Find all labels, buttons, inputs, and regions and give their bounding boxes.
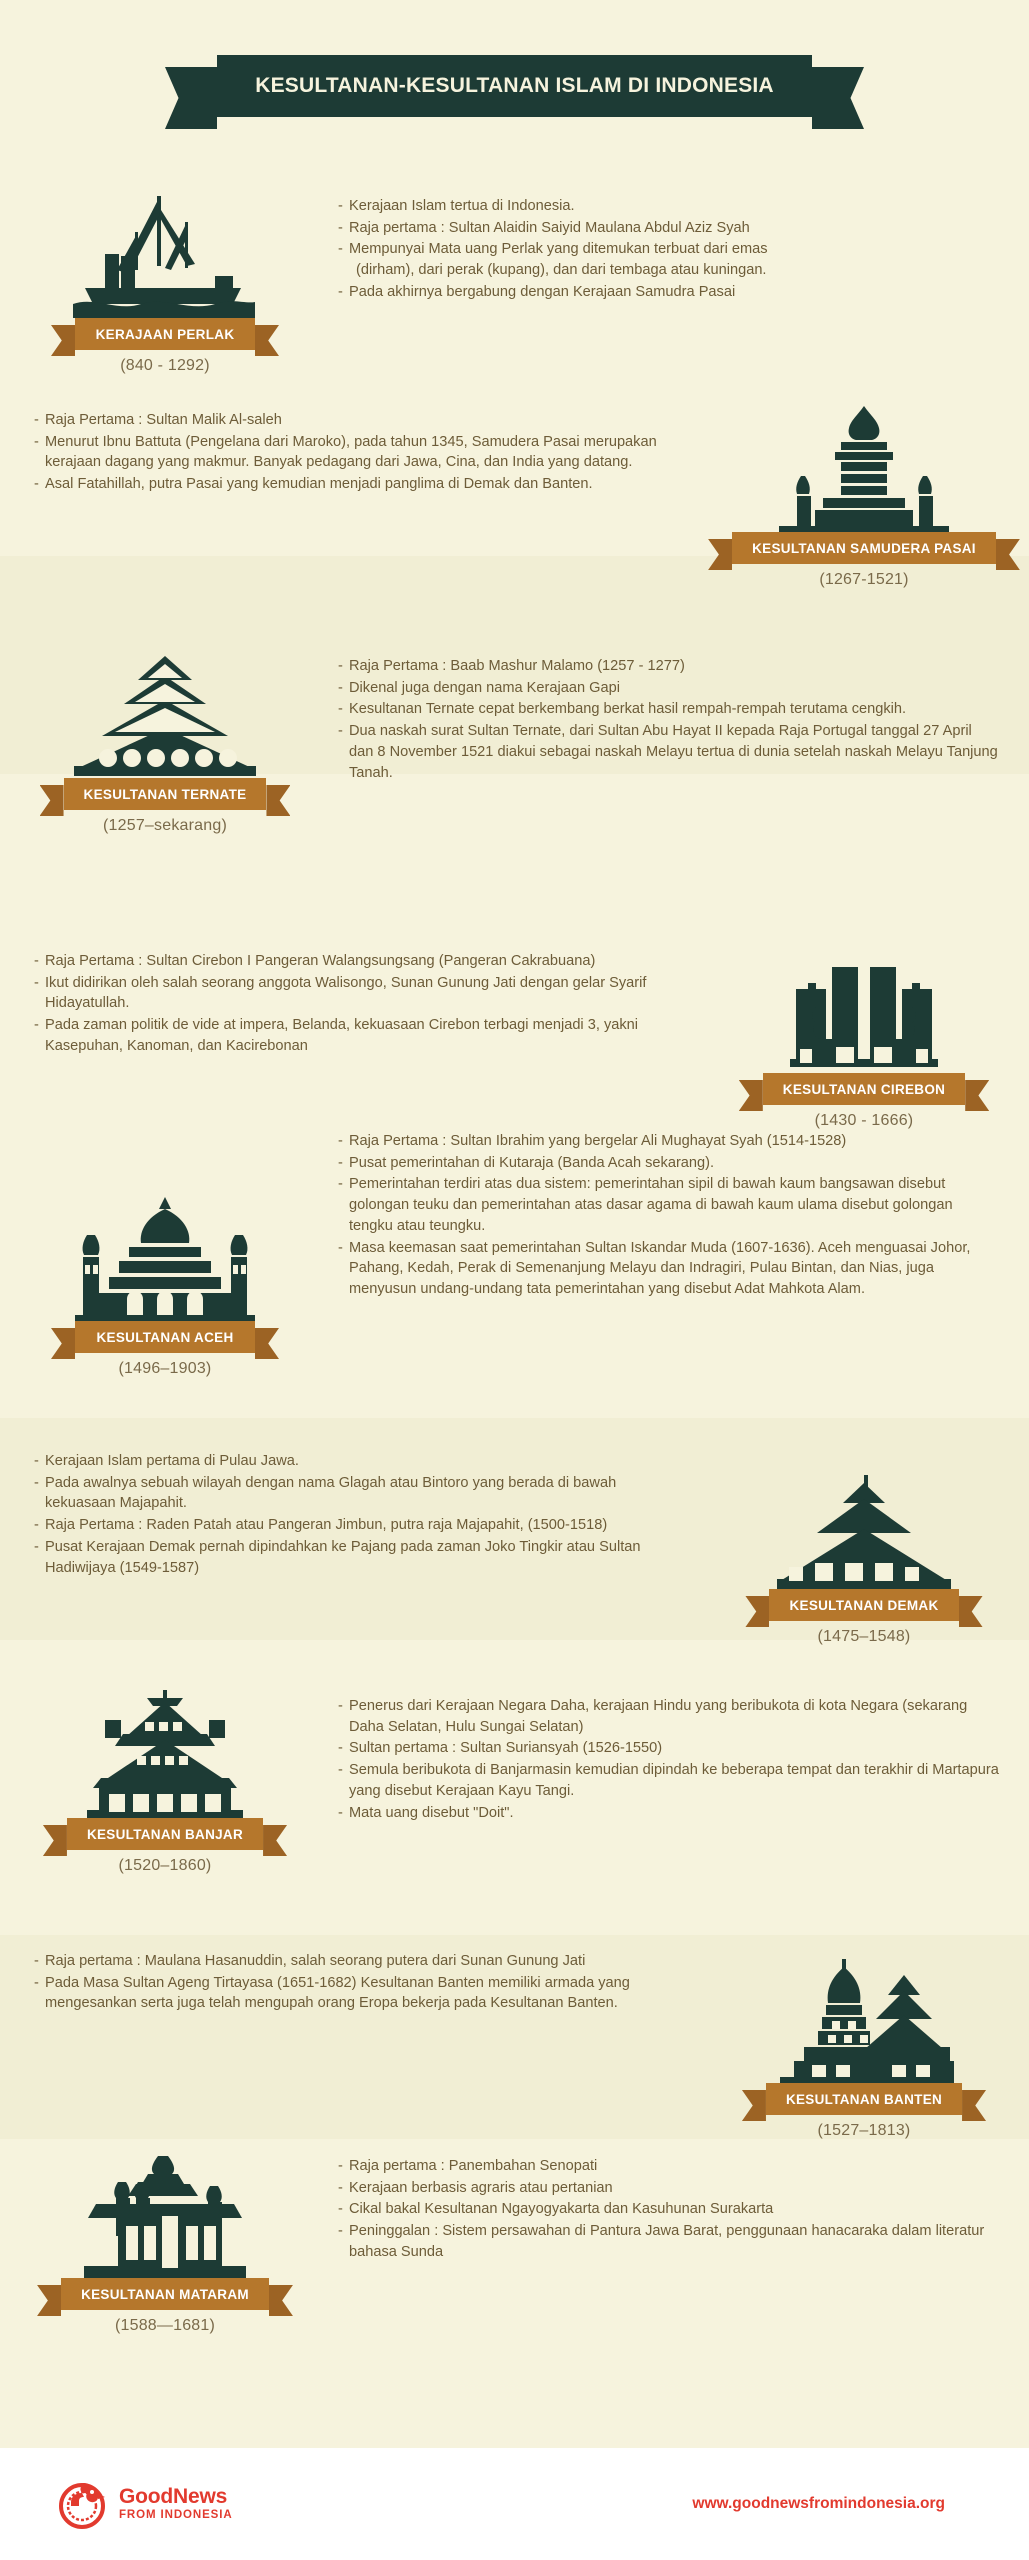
banten-tower-icon [754,1955,974,2087]
fact-item: - Pemerintahan terdiri atas dua sistem: pemerintahan sipil di bawah kaum bangsawan disebut golongan teuku dan pemerintahan atas dasar agama di bawah kaum ulama disebut golongan tengku atau teungku. [338,1174,999,1236]
brand-logo[interactable] [56,2478,233,2530]
emblem-column-samudera-pasai [699,404,1029,589]
facts-list [34,1451,689,1578]
facts-list [34,1951,689,2014]
facts-list [34,410,689,495]
brand-tagline: FROM INDONESIA [119,2509,233,2522]
fact-item: - Semula beribukota di Banjarmasin kemudian dipindah ke beberapa tempat dan terakhir di Martapura yang disebut Kerajaan Kayu Tangi. [338,1760,999,1801]
kingdom-label: KESULTANAN BANJAR [86,1826,244,1842]
banner-tail-left-icon [37,2285,61,2316]
facts-list [338,656,999,783]
banner-tail-left-icon [708,539,732,570]
fact-item: - Raja pertama : Panembahan Senopati [338,2156,999,2177]
banner-tail-left-icon [51,325,75,356]
banjar-palace-icon [55,1690,275,1822]
section-perlak [0,190,1029,375]
section-banten [0,1945,1029,2140]
tiered-mosque-icon [55,650,275,782]
label-banner-demak [769,1589,958,1621]
facts-list [338,1696,999,1823]
fact-item: - Kesultanan Ternate cepat berkembang berkat hasil rempah-rempah terutama cengkih. [338,699,999,720]
kingdom-years: (1588—1681) [114,2317,216,2334]
fact-item: - Raja pertama : Maulana Hasanuddin, salah seorang putera dari Sunan Gunung Jati [34,1951,689,1972]
fact-item: - Sultan pertama : Sultan Suriansyah (1526-1550) [338,1738,999,1759]
fact-item: - Pada akhirnya bergabung dengan Kerajaan Samudra Pasai [338,282,999,303]
emblem-column-banten [699,1945,1029,2140]
banner-tail-left-icon [40,785,64,816]
kingdom-label: KESULTANAN MATARAM [81,2286,249,2302]
section-demak [0,1445,1029,1646]
facts-column-aceh [330,1125,1029,1301]
facts-column-demak [0,1445,699,1579]
page-title: KESULTANAN-KESULTANAN ISLAM DI INDONESIA [255,74,774,97]
facts-column-mataram [330,2150,1029,2264]
banner-tail-right-icon [996,539,1020,570]
facts-column-perlak [330,190,1029,304]
banner-tail-left-icon [43,1825,67,1856]
section-aceh [0,1125,1029,1378]
label-banner-banjar [67,1818,263,1850]
emblem-column-banjar [0,1690,330,1875]
facts-list [338,1131,999,1300]
kingdom-label: KESULTANAN DEMAK [789,1597,939,1613]
kingdom-label: KESULTANAN TERNATE [83,786,247,802]
fact-item: - Masa keemasan saat pemerintahan Sultan Iskandar Muda (1607-1636). Aceh menguasai Johor, Pahang, Kedah, Perak di Semenanjung Melayu dan Indragiri, Pulau Bintan, dan Nias, juga menyusun undang-undang tata pemerintahan yang disebut Adat Mahkota Alam. [338,1238,999,1300]
label-banner-ternate [64,778,267,810]
footer [0,2448,1029,2560]
fact-item: - Dikenal juga dengan nama Kerajaan Gapi [338,678,999,699]
kingdom-years: (1257–sekarang) [103,817,227,834]
label-banner-aceh [75,1321,255,1353]
fact-item: - Kerajaan berbasis agraris atau pertanian [338,2178,999,2199]
kingdom-years: (1475–1548) [817,1628,911,1645]
fact-item: - Raja Pertama : Sultan Ibrahim yang bergelar Ali Mughayat Syah (1514-1528) [338,1131,999,1152]
facts-list [338,2156,999,2263]
fact-item: - Ikut didirikan oleh salah seorang anggota Walisongo, Sunan Gunung Jati dengan gelar Syarif Hidayatullah. [34,973,689,1014]
kingdom-years: (1527–1813) [817,2122,911,2139]
fact-item: - Penerus dari Kerajaan Negara Daha, kerajaan Hindu yang beribukota di kota Negara (sekarang Daha Selatan, Hulu Sungai Selatan) [338,1696,999,1737]
fact-item: - Pusat pemerintahan di Kutaraja (Banda Acah sekarang). [338,1153,999,1174]
fact-item: - Raja Pertama : Baab Mashur Malamo (1257 - 1277) [338,656,999,677]
facts-column-samudera-pasai [0,404,699,496]
banner-tail-right-icon [255,325,279,356]
banner-tail-right-icon [959,1596,983,1627]
kingdom-label: KESULTANAN SAMUDERA PASAI [752,540,976,556]
banner-tail-right-icon [263,1825,287,1856]
banner-tail-right-icon [965,1080,989,1111]
header-ribbon [217,55,812,117]
kingdom-years: (840 - 1292) [120,357,210,374]
kingdom-years: (1430 - 1666) [814,1112,914,1129]
mataram-gate-icon [55,2150,275,2282]
emblem-column-perlak [0,190,330,375]
fact-item: - Raja Pertama : Raden Patah atau Pangeran Jimbun, putra raja Majapahit, (1500-1518) [34,1515,689,1536]
label-banner-samudera-pasai [732,532,996,564]
website-url[interactable]: www.goodnewsfromindonesia.org [692,2495,945,2512]
kingdom-years: (1267-1521) [819,571,909,588]
fact-item: - Peninggalan : Sistem persawahan di Pantura Jawa Barat, penggunaan hanacaraka dalam literatur bahasa Sunda [338,2221,999,2262]
split-gate-icon [754,945,974,1077]
emblem-column-ternate [0,650,330,835]
section-mataram [0,2150,1029,2335]
fact-item: - Raja Pertama : Sultan Malik Al-saleh [34,410,689,431]
fact-item: - Raja Pertama : Sultan Cirebon I Pangeran Walangsungsang (Pangeran Cakrabuana) [34,951,689,972]
facts-list [34,951,689,1057]
section-samudera-pasai [0,404,1029,589]
fact-item: - Pusat Kerajaan Demak pernah dipindahkan ke Pajang pada zaman Joko Tingkir atau Sultan Hadiwijaya (1549-1587) [34,1537,689,1578]
label-banner-mataram [61,2278,269,2310]
kingdom-label: KESULTANAN BANTEN [785,2091,943,2107]
banner-tail-right-icon [255,1328,279,1359]
header [0,55,1029,117]
section-cirebon [0,945,1029,1130]
ribbon-tail-left-icon [165,67,217,129]
fact-item: - Pada Masa Sultan Ageng Tirtayasa (1651-1682) Kesultanan Banten memiliki armada yang mengesankan serta juga telah mengupah orang Eropa bekerja pada Kesultanan Banten. [34,1973,689,2014]
fact-item: - Pada awalnya sebuah wilayah dengan nama Glagah atau Bintoro yang berada di bawah kekuasaan Majapahit. [34,1473,689,1514]
kingdom-label: KESULTANAN ACEH [96,1329,234,1345]
emblem-column-mataram [0,2150,330,2335]
facts-column-ternate [330,650,1029,784]
kingdom-label: KESULTANAN CIREBON [782,1081,946,1097]
fact-item: - Kerajaan Islam pertama di Pulau Jawa. [34,1451,689,1472]
javanese-mosque-icon [754,1461,974,1593]
kingdom-years: (1496–1903) [118,1360,212,1377]
brand-wordmark [119,2486,233,2522]
label-banner-cirebon [763,1073,965,1105]
facts-column-cirebon [0,945,699,1058]
banner-tail-right-icon [962,2090,986,2121]
banner-tail-left-icon [742,2090,766,2121]
emblem-column-aceh [0,1125,330,1378]
section-ternate [0,650,1029,835]
sailing-ship-icon [55,190,275,322]
facts-list [338,196,999,303]
fact-item: - Kerajaan Islam tertua di Indonesia. [338,196,999,217]
fact-item: - Menurut Ibnu Battuta (Pengelana dari Maroko), pada tahun 1345, Samudera Pasai merupakan kerajaan dagang yang makmur. Banyak pedagang dari Jawa, Cina, dan India yang datang. [34,432,689,473]
emblem-column-demak [699,1445,1029,1646]
fact-item: - Mata uang disebut "Doit". [338,1803,999,1824]
fact-item: - Mempunyai Mata uang Perlak yang ditemukan terbuat dari emas (dirham), dari perak (kupang), dan dari tembaga atau kuningan. [338,239,999,280]
banner-tail-left-icon [739,1080,763,1111]
banner-tail-right-icon [266,785,290,816]
fact-item: - Dua naskah surat Sultan Ternate, dari Sultan Abu Hayat II kepada Raja Portugal tanggal 27 April dan 8 November 1521 diakui sebagai naskah Melayu tertua di dunia setelah naskah Melayu Tanjung Tanah. [338,721,999,783]
facts-column-banjar [330,1690,1029,1824]
fact-item: - Cikal bakal Kesultanan Ngayogyakarta dan Kasuhunan Surakarta [338,2199,999,2220]
banner-tail-right-icon [269,2285,293,2316]
banner-tail-left-icon [745,1596,769,1627]
label-banner-banten [766,2083,962,2115]
section-banjar [0,1690,1029,1875]
mosque-tower-icon [754,404,974,536]
kingdom-label: KERAJAAN PERLAK [95,326,235,342]
kingdom-years: (1520–1860) [118,1857,212,1874]
fact-item: - Raja pertama : Sultan Alaidin Saiyid Maulana Abdul Aziz Syah [338,218,999,239]
fact-item: - Asal Fatahillah, putra Pasai yang kemudian menjadi panglima di Demak dan Banten. [34,474,689,495]
banner-tail-left-icon [51,1328,75,1359]
ribbon-tail-right-icon [812,67,864,129]
emblem-column-cirebon [699,945,1029,1130]
garuda-logo-icon [56,2478,108,2530]
grand-mosque-icon [55,1193,275,1325]
label-banner-perlak [75,318,255,350]
brand-name: GoodNews [119,2485,228,2509]
fact-item: - Pada zaman politik de vide at impera, Belanda, kekuasaan Cirebon terbagi menjadi 3, yakni Kasepuhan, Kanoman, dan Kacirebonan [34,1015,689,1056]
facts-column-banten [0,1945,699,2015]
